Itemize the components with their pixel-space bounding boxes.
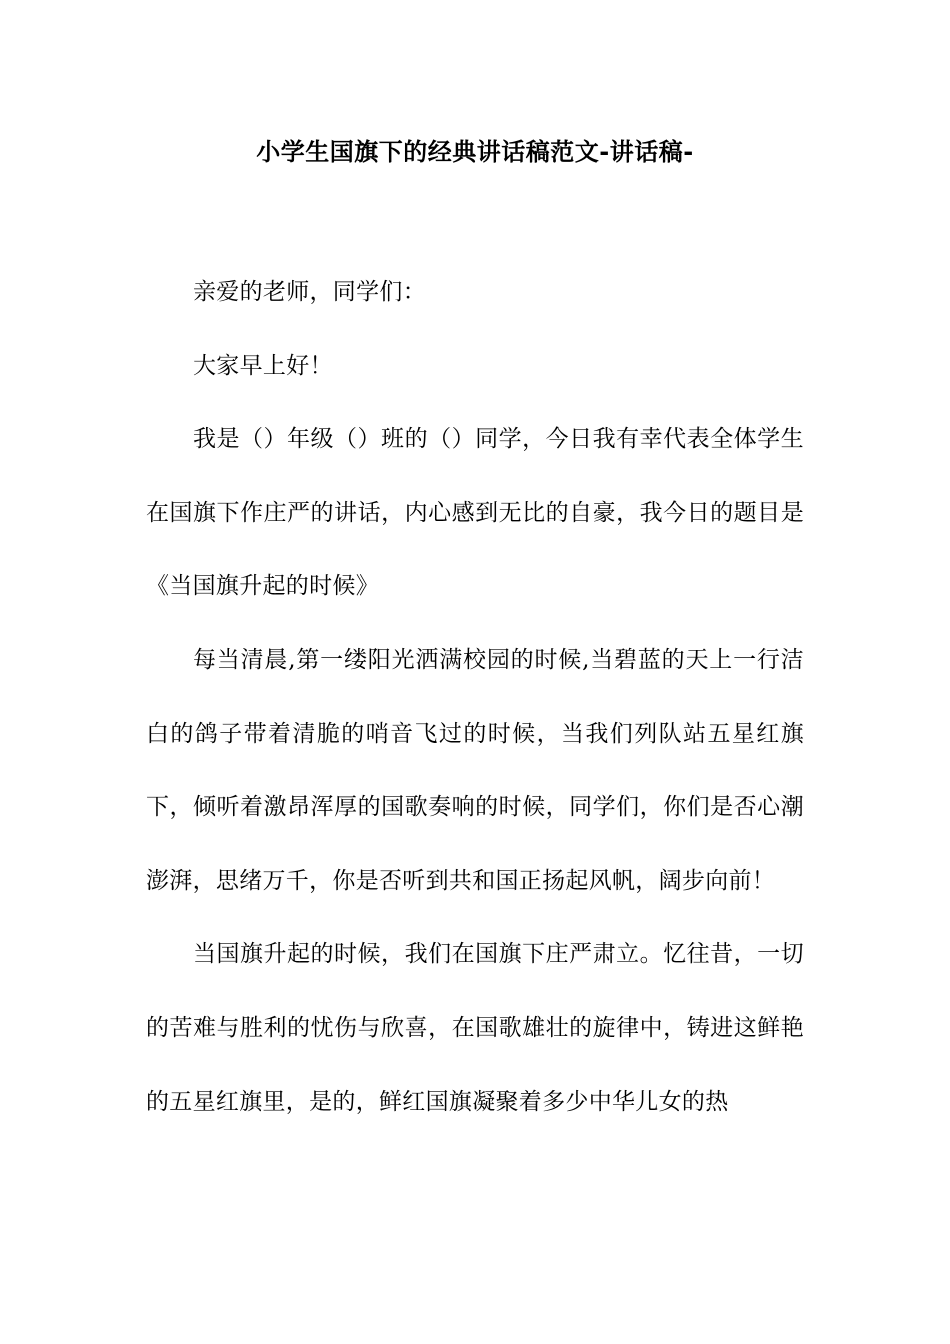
paragraph-introduction: 我是（）年级（）班的（）同学，今日我有幸代表全体学生在国旗下作庄严的讲话，内心感到无比的自豪，我今日的题目是《当国旗升起的时候》	[146, 426, 804, 600]
paragraph-greeting: 亲爱的老师，同学们：	[193, 279, 426, 305]
paragraph-morning-scene: 每当清晨,第一缕阳光洒满校园的时候,当碧蓝的天上一行洁白的鸽子带着清脆的哨音飞过的时候，当我们列队站五星红旗下，倾听着激昂浑厚的国歌奏响的时候，同学们，你们是否心潮澎湃，思绪万千，你是否听到共和国正扬起风帆，阔步向前！	[146, 646, 804, 894]
paragraph-good-morning: 大家早上好！	[193, 352, 333, 379]
document-body	[146, 256, 804, 1139]
paragraph-flag-raising: 当国旗升起的时候，我们在国旗下庄严肃立。忆往昔，一切的苦难与胜利的忧伤与欣喜，在国歌雄壮的旋律中，铸进这鲜艳的五星红旗里，是的，鲜红国旗凝聚着多少中华儿女的热	[146, 941, 804, 1115]
document-title: 小学生国旗下的经典讲话稿范文-讲话稿-	[256, 138, 694, 166]
